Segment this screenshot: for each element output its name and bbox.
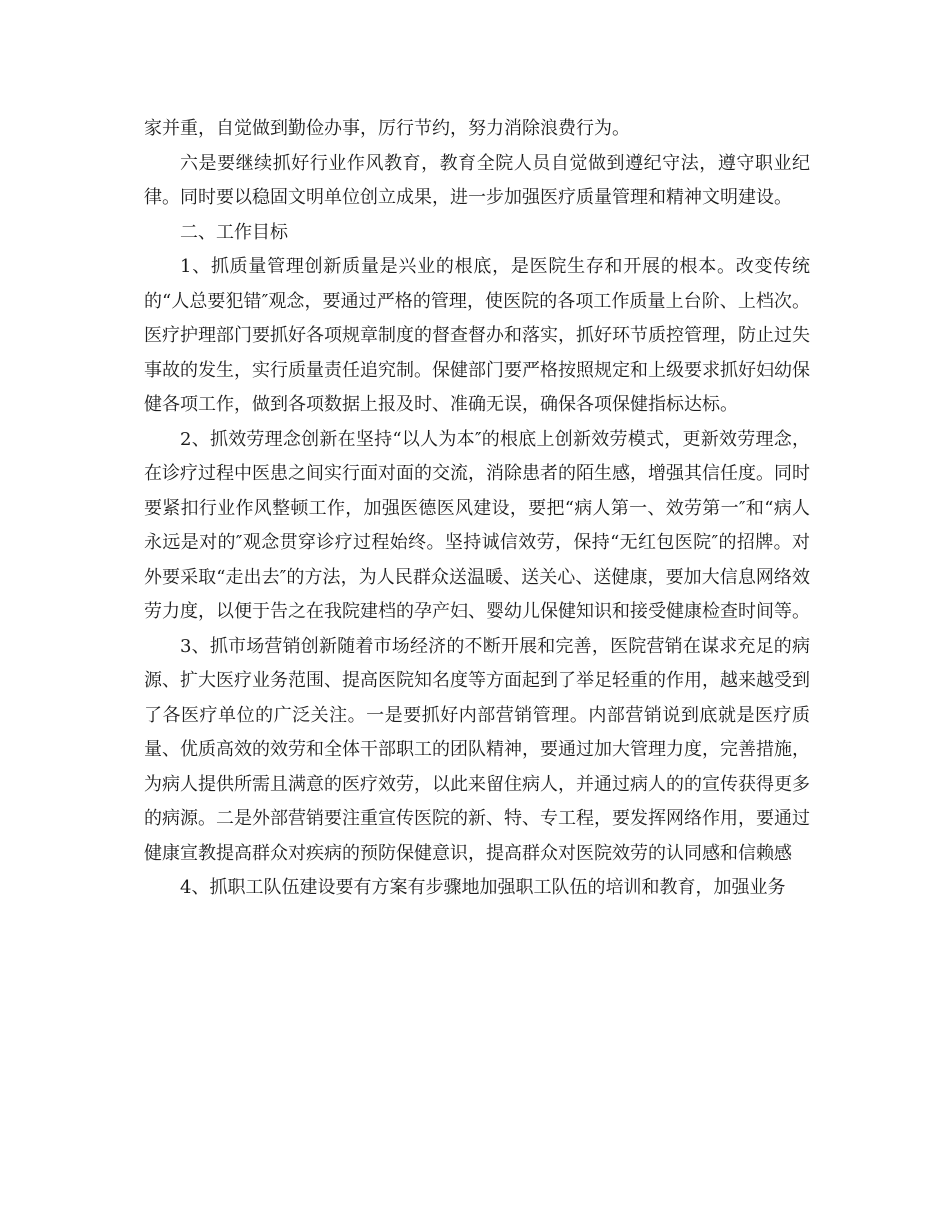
paragraph-item-six: 六是要继续抓好行业作风教育，教育全院人员自觉做到遵纪守法，遵守职业纪律。同时要以稳固文明单位创立成果，进一步加强医疗质量管理和精神文明建设。 xyxy=(144,152,810,208)
paragraph-goal-3: 3、抓市场营销创新随着市场经济的不断开展和完善，医院营销在谋求充足的病源、扩大医疗业务范围、提高医院知名度等方面起到了举足轻重的作用，越来越受到了各医疗单位的广泛关注。一是要抓好内部营销管理。内部营销说到底就是医疗质量、优质高效的效劳和全体干部职工的团队精神，要通过加大管理力度，完善措施，为病人提供所需且满意的医疗效劳，以此来留住病人，并通过病人的的宣传获得更多的病源。二是外部营销要注重宣传医院的新、特、专工程，要发挥网络作用，要通过健康宣教提高群众对疾病的预防保健意识，提高群众对医院效劳的认同感和信赖感 xyxy=(144,635,810,864)
paragraph-goal-1: 1、抓质量管理创新质量是兴业的根底，是医院生存和开展的根本。改变传统的“人总要犯错″观念，要通过严格的管理，使医院的各项工作质量上台阶、上档次。医疗护理部门要抓好各项规章制度的督查督办和落实，抓好环节质控管理，防止过失事故的发生，实行质量责任追究制。保健部门要严格按照规定和上级要求抓好妇幼保健各项工作，做到各项数据上报及时、准确无误，确保各项保健指标达标。 xyxy=(144,256,810,415)
paragraph-continuation: 家并重，自觉做到勤俭办事，厉行节约，努力消除浪费行为。 xyxy=(144,118,630,139)
section-heading-work-goals: 二、工作目标 xyxy=(180,221,288,243)
document-body xyxy=(144,112,810,906)
paragraph-goal-4: 4、抓职工队伍建设要有方案有步骤地加强职工队伍的培训和教育，加强业务 xyxy=(180,877,786,898)
paragraph-goal-2: 2、抓效劳理念创新在坚持“以人为本″的根底上创新效劳模式，更新效劳理念，在诊疗过程中医患之间实行面对面的交流，消除患者的陌生感，增强其信任度。同时要紧扣行业作风整顿工作，加强医德医风建设，要把“病人第一、效劳第一″和“病人永远是对的″观念贯穿诊疗过程始终。坚持诚信效劳，保持“无红包医院″的招牌。对外要采取“走出去″的方法，为人民群众送温暖、送关心、送健康，要加大信息网络效劳力度，以便于告之在我院建档的孕产妇、婴幼儿保健知识和接受健康检查时间等。 xyxy=(144,428,810,622)
